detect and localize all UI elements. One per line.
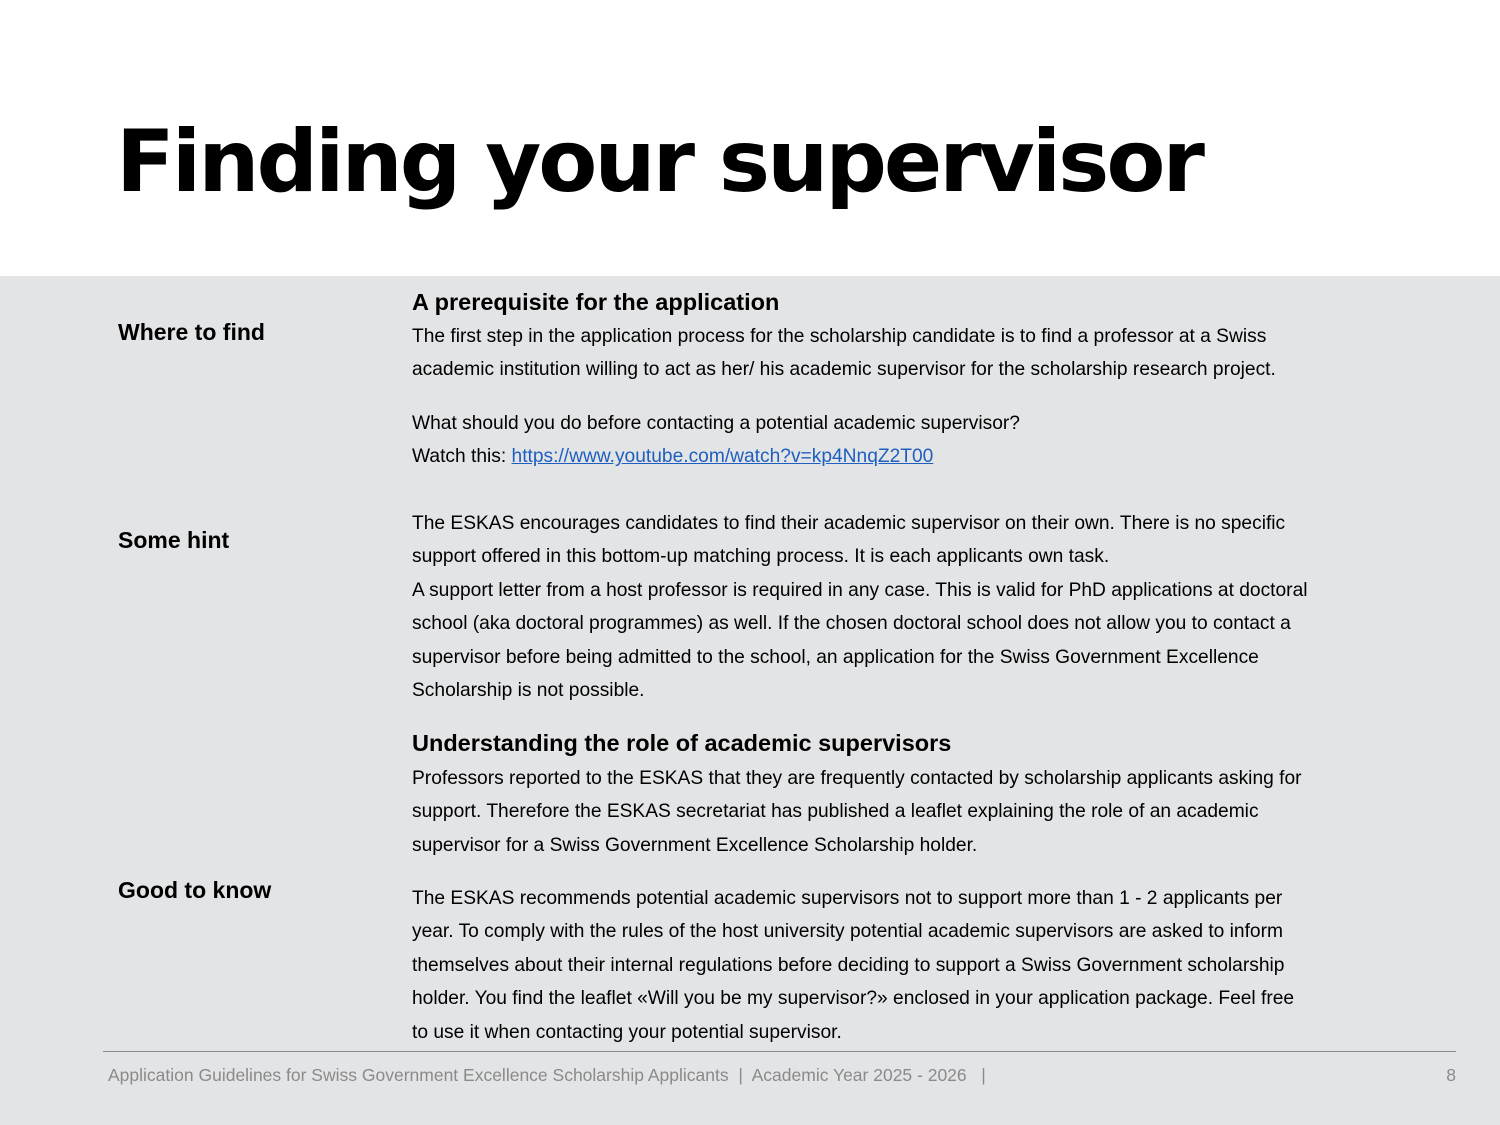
prerequisite-line: academic institution willing to act as her/ his academic supervisor for the scholarship research project. (412, 359, 1276, 381)
watch-line (412, 440, 1402, 473)
hint-line: school (aka doctoral programmes) as well. If the chosen doctoral school does not allow you to contact a (412, 613, 1291, 635)
good-to-know-line: The ESKAS recommends potential academic supervisors not to support more than 1 - 2 applicants per (412, 888, 1283, 909)
hint-line: The ESKAS encourages candidates to find their academic supervisor on their own. There is no specific (412, 513, 1286, 534)
label-where-to-find: Where to find (118, 319, 265, 345)
hint-line: support offered in this bottom-up matching process. It is each applicants own task. (412, 546, 1110, 568)
watch-block (412, 407, 1402, 474)
role-line: support. Therefore the ESKAS secretariat has published a leaflet explaining the role of an academic (412, 801, 1259, 823)
good-to-know-line: year. To comply with the rules of the host university potential academic supervisors are asked to inform (412, 921, 1283, 943)
good-to-know-line: themselves about their internal regulations before deciding to support a Swiss Government scholarship (412, 954, 1285, 976)
role-heading: Understanding the role of academic supervisors (412, 730, 952, 756)
hint-line: supervisor before being admitted to the school, an application for the Swiss Government Excellence (412, 646, 1259, 668)
title-area (0, 0, 1500, 276)
prerequisite-section (412, 288, 1402, 316)
youtube-link[interactable]: https://www.youtube.com/watch?v=kp4NnqZ2T00 (511, 446, 934, 468)
label-good-to-know: Good to know (118, 877, 272, 903)
role-line: Professors reported to the ESKAS that they are frequently contacted by scholarship applicants asking for (412, 768, 1302, 789)
prerequisite-body (412, 320, 1402, 387)
good-to-know-body (412, 882, 1402, 1049)
label-some-hint: Some hint (118, 527, 230, 553)
role-section (412, 729, 1402, 757)
hint-line: Scholarship is not possible. (412, 680, 645, 702)
watch-label: Watch this: (412, 446, 512, 468)
prerequisite-heading: A prerequisite for the application (412, 289, 780, 315)
page-title: Finding your supervisor (116, 112, 1202, 212)
hint-line: A support letter from a host professor is required in any case. This is valid for PhD applications at doctoral (412, 579, 1308, 601)
question-text: What should you do before contacting a potential academic supervisor? (412, 413, 1020, 434)
good-to-know-line: holder. You find the leaflet «Will you be my supervisor?» enclosed in your application package. Feel free (412, 988, 1295, 1010)
role-body (412, 762, 1402, 862)
footer-divider (103, 1051, 1456, 1052)
hint-body (412, 507, 1402, 707)
footer-text: Application Guidelines for Swiss Government Excellence Scholarship Applicants | Academic Year 2025 - 2026 | (108, 1065, 986, 1085)
good-to-know-line: to use it when contacting your potential supervisor. (412, 1021, 842, 1043)
page-number: 8 (1446, 1065, 1456, 1085)
prerequisite-line: The first step in the application process for the scholarship candidate is to find a professor at a Swiss (412, 326, 1267, 347)
role-line: supervisor for a Swiss Government Excellence Scholarship holder. (412, 834, 978, 856)
